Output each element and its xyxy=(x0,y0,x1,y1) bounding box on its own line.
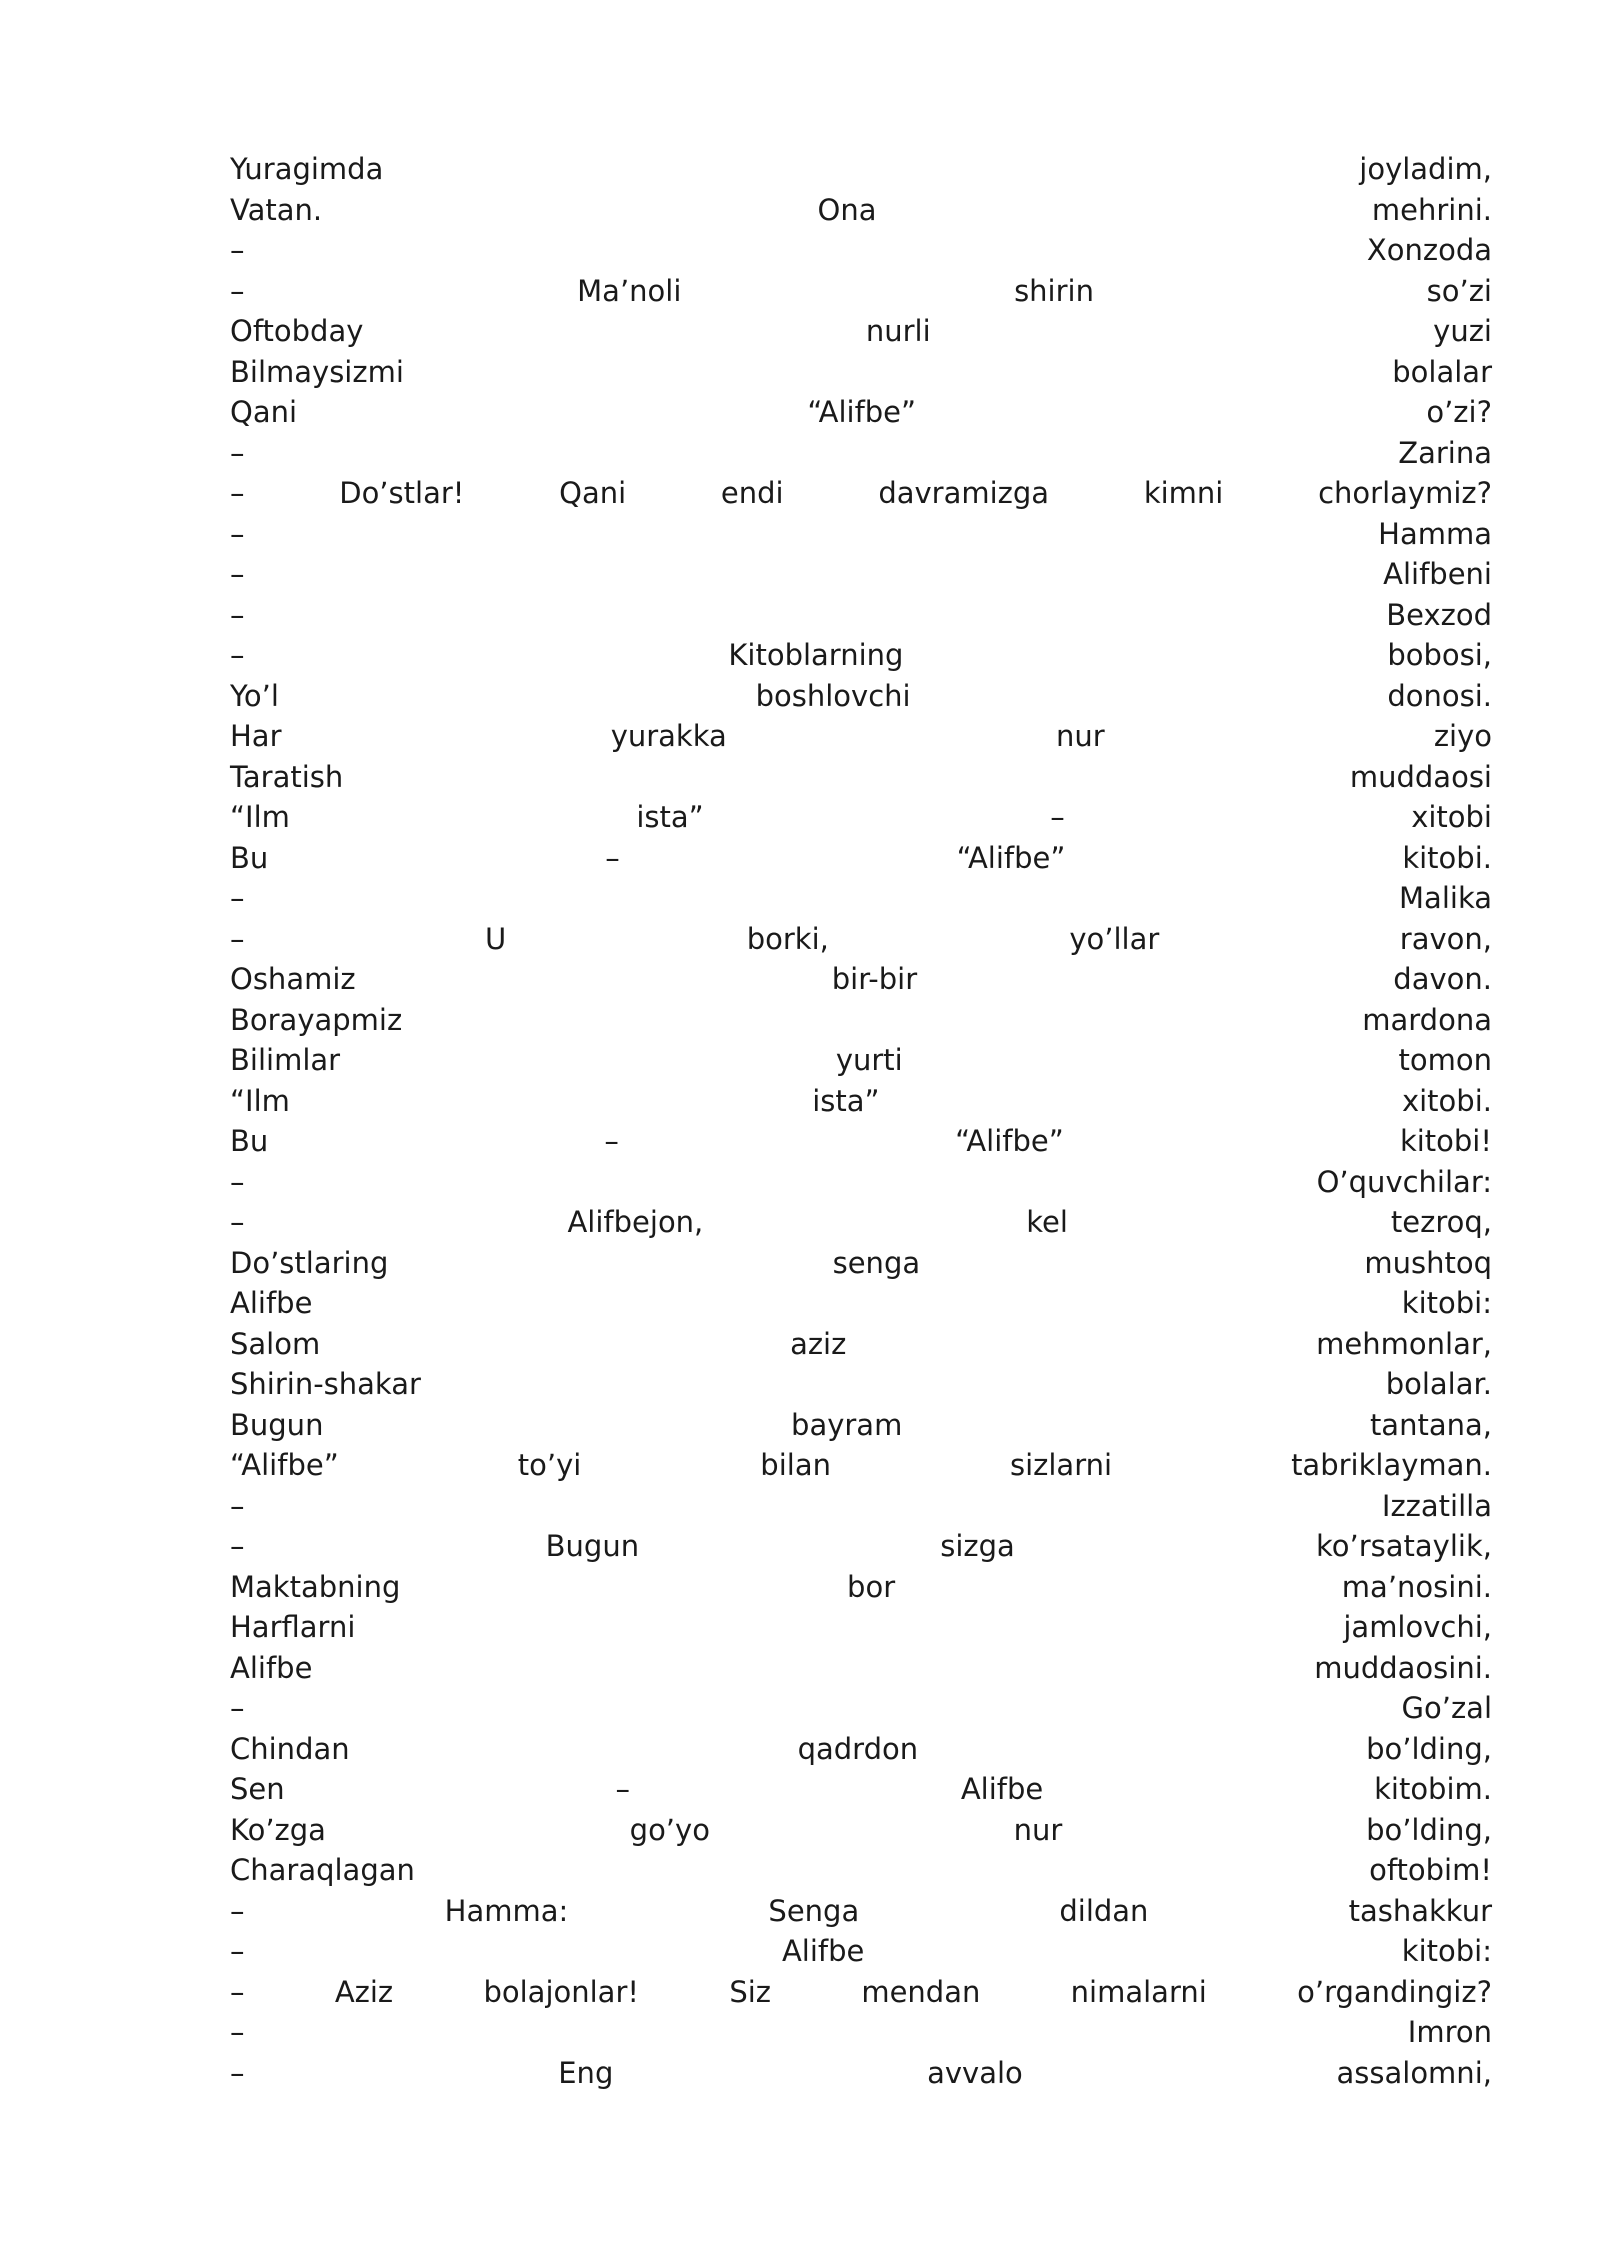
word: yurakka xyxy=(610,719,727,753)
word: Chindan xyxy=(230,1731,350,1766)
word: o’zi? xyxy=(1426,395,1492,429)
word: Bilmaysizmi xyxy=(230,354,404,389)
document-text-block xyxy=(230,152,1492,2096)
word: Izzatilla xyxy=(1381,1488,1492,1523)
text-line xyxy=(230,1327,1492,1368)
word: muddaosi xyxy=(1349,759,1492,794)
word: Bu xyxy=(230,1124,269,1158)
word: Bugun xyxy=(545,1529,640,1563)
word: kitobim. xyxy=(1374,1772,1492,1806)
word: xitobi. xyxy=(1401,1083,1492,1118)
word: kitobi: xyxy=(1401,1286,1492,1320)
word: Do’stlar! xyxy=(339,476,465,510)
word: bor xyxy=(847,1569,896,1604)
word: “Alifbe” xyxy=(956,840,1066,875)
word: ma’nosini. xyxy=(1341,1569,1492,1604)
word: – xyxy=(230,597,245,632)
text-line xyxy=(230,1732,1492,1773)
word: – xyxy=(230,233,245,267)
word: ziyo xyxy=(1433,719,1492,753)
word: bolalar. xyxy=(1385,1367,1492,1401)
word: Go’zal xyxy=(1401,1691,1492,1725)
word: yuzi xyxy=(1433,314,1492,348)
text-line xyxy=(230,841,1492,882)
text-line xyxy=(230,1043,1492,1084)
word: muddaosini. xyxy=(1314,1650,1492,1685)
text-line xyxy=(230,193,1492,234)
word: Zarina xyxy=(1398,435,1492,470)
word: – xyxy=(605,840,620,875)
text-line xyxy=(230,1610,1492,1651)
text-line xyxy=(230,760,1492,801)
word: Salom xyxy=(230,1326,321,1361)
text-line xyxy=(230,2015,1492,2056)
text-line xyxy=(230,1246,1492,1287)
text-line xyxy=(230,1853,1492,1894)
word: bo’lding, xyxy=(1366,1812,1492,1847)
word: bir-bir xyxy=(831,962,918,996)
word: nur xyxy=(1055,719,1105,753)
word: “Alifbe” xyxy=(807,395,917,429)
word: – xyxy=(1050,800,1065,834)
word: yo’llar xyxy=(1069,921,1160,956)
word: bilan xyxy=(760,1448,831,1482)
word: kitobi: xyxy=(1401,1934,1492,1968)
word: boshlovchi xyxy=(755,678,911,713)
text-line xyxy=(230,1975,1492,2016)
word: Har xyxy=(230,719,282,753)
word: U xyxy=(484,921,507,956)
word: sizlarni xyxy=(1009,1448,1113,1482)
word: Shirin-shakar xyxy=(230,1367,421,1401)
word: ista” xyxy=(636,800,704,834)
word: Ko’zga xyxy=(230,1812,326,1847)
word: kel xyxy=(1026,1205,1068,1239)
word: Senga xyxy=(768,1893,860,1928)
word: tabriklayman. xyxy=(1291,1448,1492,1482)
word: Malika xyxy=(1399,881,1492,915)
word: – xyxy=(230,1893,245,1928)
word: aziz xyxy=(790,1326,847,1361)
word: Alifbe xyxy=(960,1772,1044,1806)
word: avvalo xyxy=(927,2055,1023,2090)
word: shirin xyxy=(1014,273,1094,308)
word: assalomni, xyxy=(1336,2055,1492,2090)
word: bayram xyxy=(791,1407,903,1442)
word: Ona xyxy=(817,192,877,227)
word: davramizga xyxy=(878,476,1050,510)
word: “Alifbe” xyxy=(230,1448,339,1482)
word: Hamma xyxy=(1378,516,1492,551)
word: “Ilm xyxy=(230,800,290,834)
word: tomon xyxy=(1398,1043,1492,1077)
word: joyladim, xyxy=(1359,152,1492,186)
word: jamlovchi, xyxy=(1343,1610,1492,1644)
word: Bugun xyxy=(230,1407,324,1442)
word: – xyxy=(230,2015,245,2049)
word: bobosi, xyxy=(1387,638,1492,672)
word: ista” xyxy=(812,1083,880,1118)
text-line xyxy=(230,800,1492,841)
word: Xonzoda xyxy=(1366,233,1492,267)
text-line xyxy=(230,679,1492,720)
word: “Ilm xyxy=(230,1083,290,1118)
word: Imron xyxy=(1407,2015,1492,2049)
text-line xyxy=(230,2056,1492,2097)
word: mardona xyxy=(1362,1002,1492,1037)
text-line xyxy=(230,517,1492,558)
text-line xyxy=(230,395,1492,436)
word: Maktabning xyxy=(230,1569,401,1604)
word: kitobi. xyxy=(1402,840,1492,875)
word: Alifbe xyxy=(781,1934,865,1968)
word: Alifbe xyxy=(230,1650,313,1685)
word: – xyxy=(230,1488,245,1523)
word: xitobi xyxy=(1411,800,1492,834)
word: Oshamiz xyxy=(230,962,356,996)
text-line xyxy=(230,1408,1492,1449)
word: – xyxy=(230,1164,245,1199)
text-line xyxy=(230,557,1492,598)
text-line xyxy=(230,881,1492,922)
word: nurli xyxy=(865,314,931,348)
word: Qani xyxy=(230,395,298,429)
text-line xyxy=(230,1934,1492,1975)
text-line xyxy=(230,962,1492,1003)
word: Kitoblarning xyxy=(728,638,904,672)
word: bolalar xyxy=(1392,354,1492,389)
word: mushtoq xyxy=(1364,1245,1492,1280)
word: mehrini. xyxy=(1371,192,1492,227)
word: Alifbe xyxy=(230,1286,313,1320)
word: – xyxy=(230,1974,245,2009)
word: Qani xyxy=(559,476,627,510)
word: Sen xyxy=(230,1772,285,1806)
word: Taratish xyxy=(230,759,344,794)
word: nur xyxy=(1013,1812,1063,1847)
text-line xyxy=(230,355,1492,396)
text-line xyxy=(230,233,1492,274)
word: – xyxy=(230,516,245,551)
word: Oftobday xyxy=(230,314,364,348)
text-line xyxy=(230,314,1492,355)
text-line xyxy=(230,152,1492,193)
word: mehmonlar, xyxy=(1316,1326,1492,1361)
text-line xyxy=(230,1894,1492,1935)
word: Hamma: xyxy=(444,1893,569,1928)
word: mendan xyxy=(861,1974,981,2009)
text-line xyxy=(230,1570,1492,1611)
word: – xyxy=(230,921,245,956)
word: – xyxy=(230,1529,245,1563)
text-line xyxy=(230,1529,1492,1570)
word: – xyxy=(230,1934,245,1968)
word: tantana, xyxy=(1369,1407,1492,1442)
text-line xyxy=(230,1813,1492,1854)
word: Eng xyxy=(558,2055,614,2090)
word: bolajonlar! xyxy=(483,1974,640,2009)
text-line xyxy=(230,1003,1492,1044)
word: ravon, xyxy=(1399,921,1492,956)
text-line xyxy=(230,436,1492,477)
word: Aziz xyxy=(334,1974,394,2009)
text-line xyxy=(230,719,1492,760)
word: – xyxy=(615,1772,630,1806)
word: bo’lding, xyxy=(1366,1731,1492,1766)
text-line xyxy=(230,1448,1492,1489)
word: Borayapmiz xyxy=(230,1002,403,1037)
word: sizga xyxy=(940,1529,1015,1563)
word: borki, xyxy=(746,921,829,956)
text-line xyxy=(230,1772,1492,1813)
word: Yuragimda xyxy=(230,152,384,186)
word: Siz xyxy=(729,1974,772,2009)
text-line xyxy=(230,598,1492,639)
word: Bu xyxy=(230,840,269,875)
word: oftobim! xyxy=(1369,1853,1492,1887)
text-line xyxy=(230,1489,1492,1530)
word: o’rgandingiz? xyxy=(1297,1974,1492,2009)
word: – xyxy=(230,638,245,672)
word: – xyxy=(604,1124,619,1158)
text-line xyxy=(230,1651,1492,1692)
word: – xyxy=(230,2055,245,2090)
text-line xyxy=(230,922,1492,963)
text-line xyxy=(230,476,1492,517)
word: tezroq, xyxy=(1390,1205,1492,1239)
word: – xyxy=(230,476,245,510)
word: chorlaymiz? xyxy=(1318,476,1492,510)
text-line xyxy=(230,1165,1492,1206)
word: “Alifbe” xyxy=(955,1124,1064,1158)
word: dildan xyxy=(1059,1893,1149,1928)
text-line xyxy=(230,1205,1492,1246)
word: Ma’noli xyxy=(577,273,682,308)
text-line xyxy=(230,1691,1492,1732)
word: kitobi! xyxy=(1399,1124,1492,1158)
word: – xyxy=(230,1205,245,1239)
word: Do’stlaring xyxy=(230,1245,389,1280)
word: Harflarni xyxy=(230,1610,356,1644)
word: Alifbeni xyxy=(1383,557,1492,591)
word: – xyxy=(230,435,245,470)
word: senga xyxy=(832,1245,921,1280)
word: – xyxy=(230,557,245,591)
text-line xyxy=(230,638,1492,679)
word: Alifbejon, xyxy=(567,1205,704,1239)
word: kimni xyxy=(1143,476,1224,510)
text-line xyxy=(230,1084,1492,1125)
word: Yo’l xyxy=(230,678,279,713)
word: O’quvchilar: xyxy=(1316,1164,1492,1199)
word: Vatan. xyxy=(230,192,323,227)
word: – xyxy=(230,273,245,308)
text-line xyxy=(230,1124,1492,1165)
word: qadrdon xyxy=(797,1731,919,1766)
word: Bilimlar xyxy=(230,1043,341,1077)
word: so’zi xyxy=(1426,273,1492,308)
word: go’yo xyxy=(629,1812,710,1847)
text-line xyxy=(230,274,1492,315)
word: ko’rsataylik, xyxy=(1316,1529,1492,1563)
word: endi xyxy=(720,476,784,510)
text-line xyxy=(230,1367,1492,1408)
word: donosi. xyxy=(1387,678,1492,713)
word: tashakkur xyxy=(1348,1893,1492,1928)
word: yurti xyxy=(835,1043,903,1077)
word: – xyxy=(230,1691,245,1725)
word: Charaqlagan xyxy=(230,1853,415,1887)
word: nimalarni xyxy=(1070,1974,1207,2009)
word: – xyxy=(230,881,245,915)
word: Bexzod xyxy=(1386,597,1492,632)
word: davon. xyxy=(1393,962,1492,996)
word: to’yi xyxy=(517,1448,582,1482)
text-line xyxy=(230,1286,1492,1327)
